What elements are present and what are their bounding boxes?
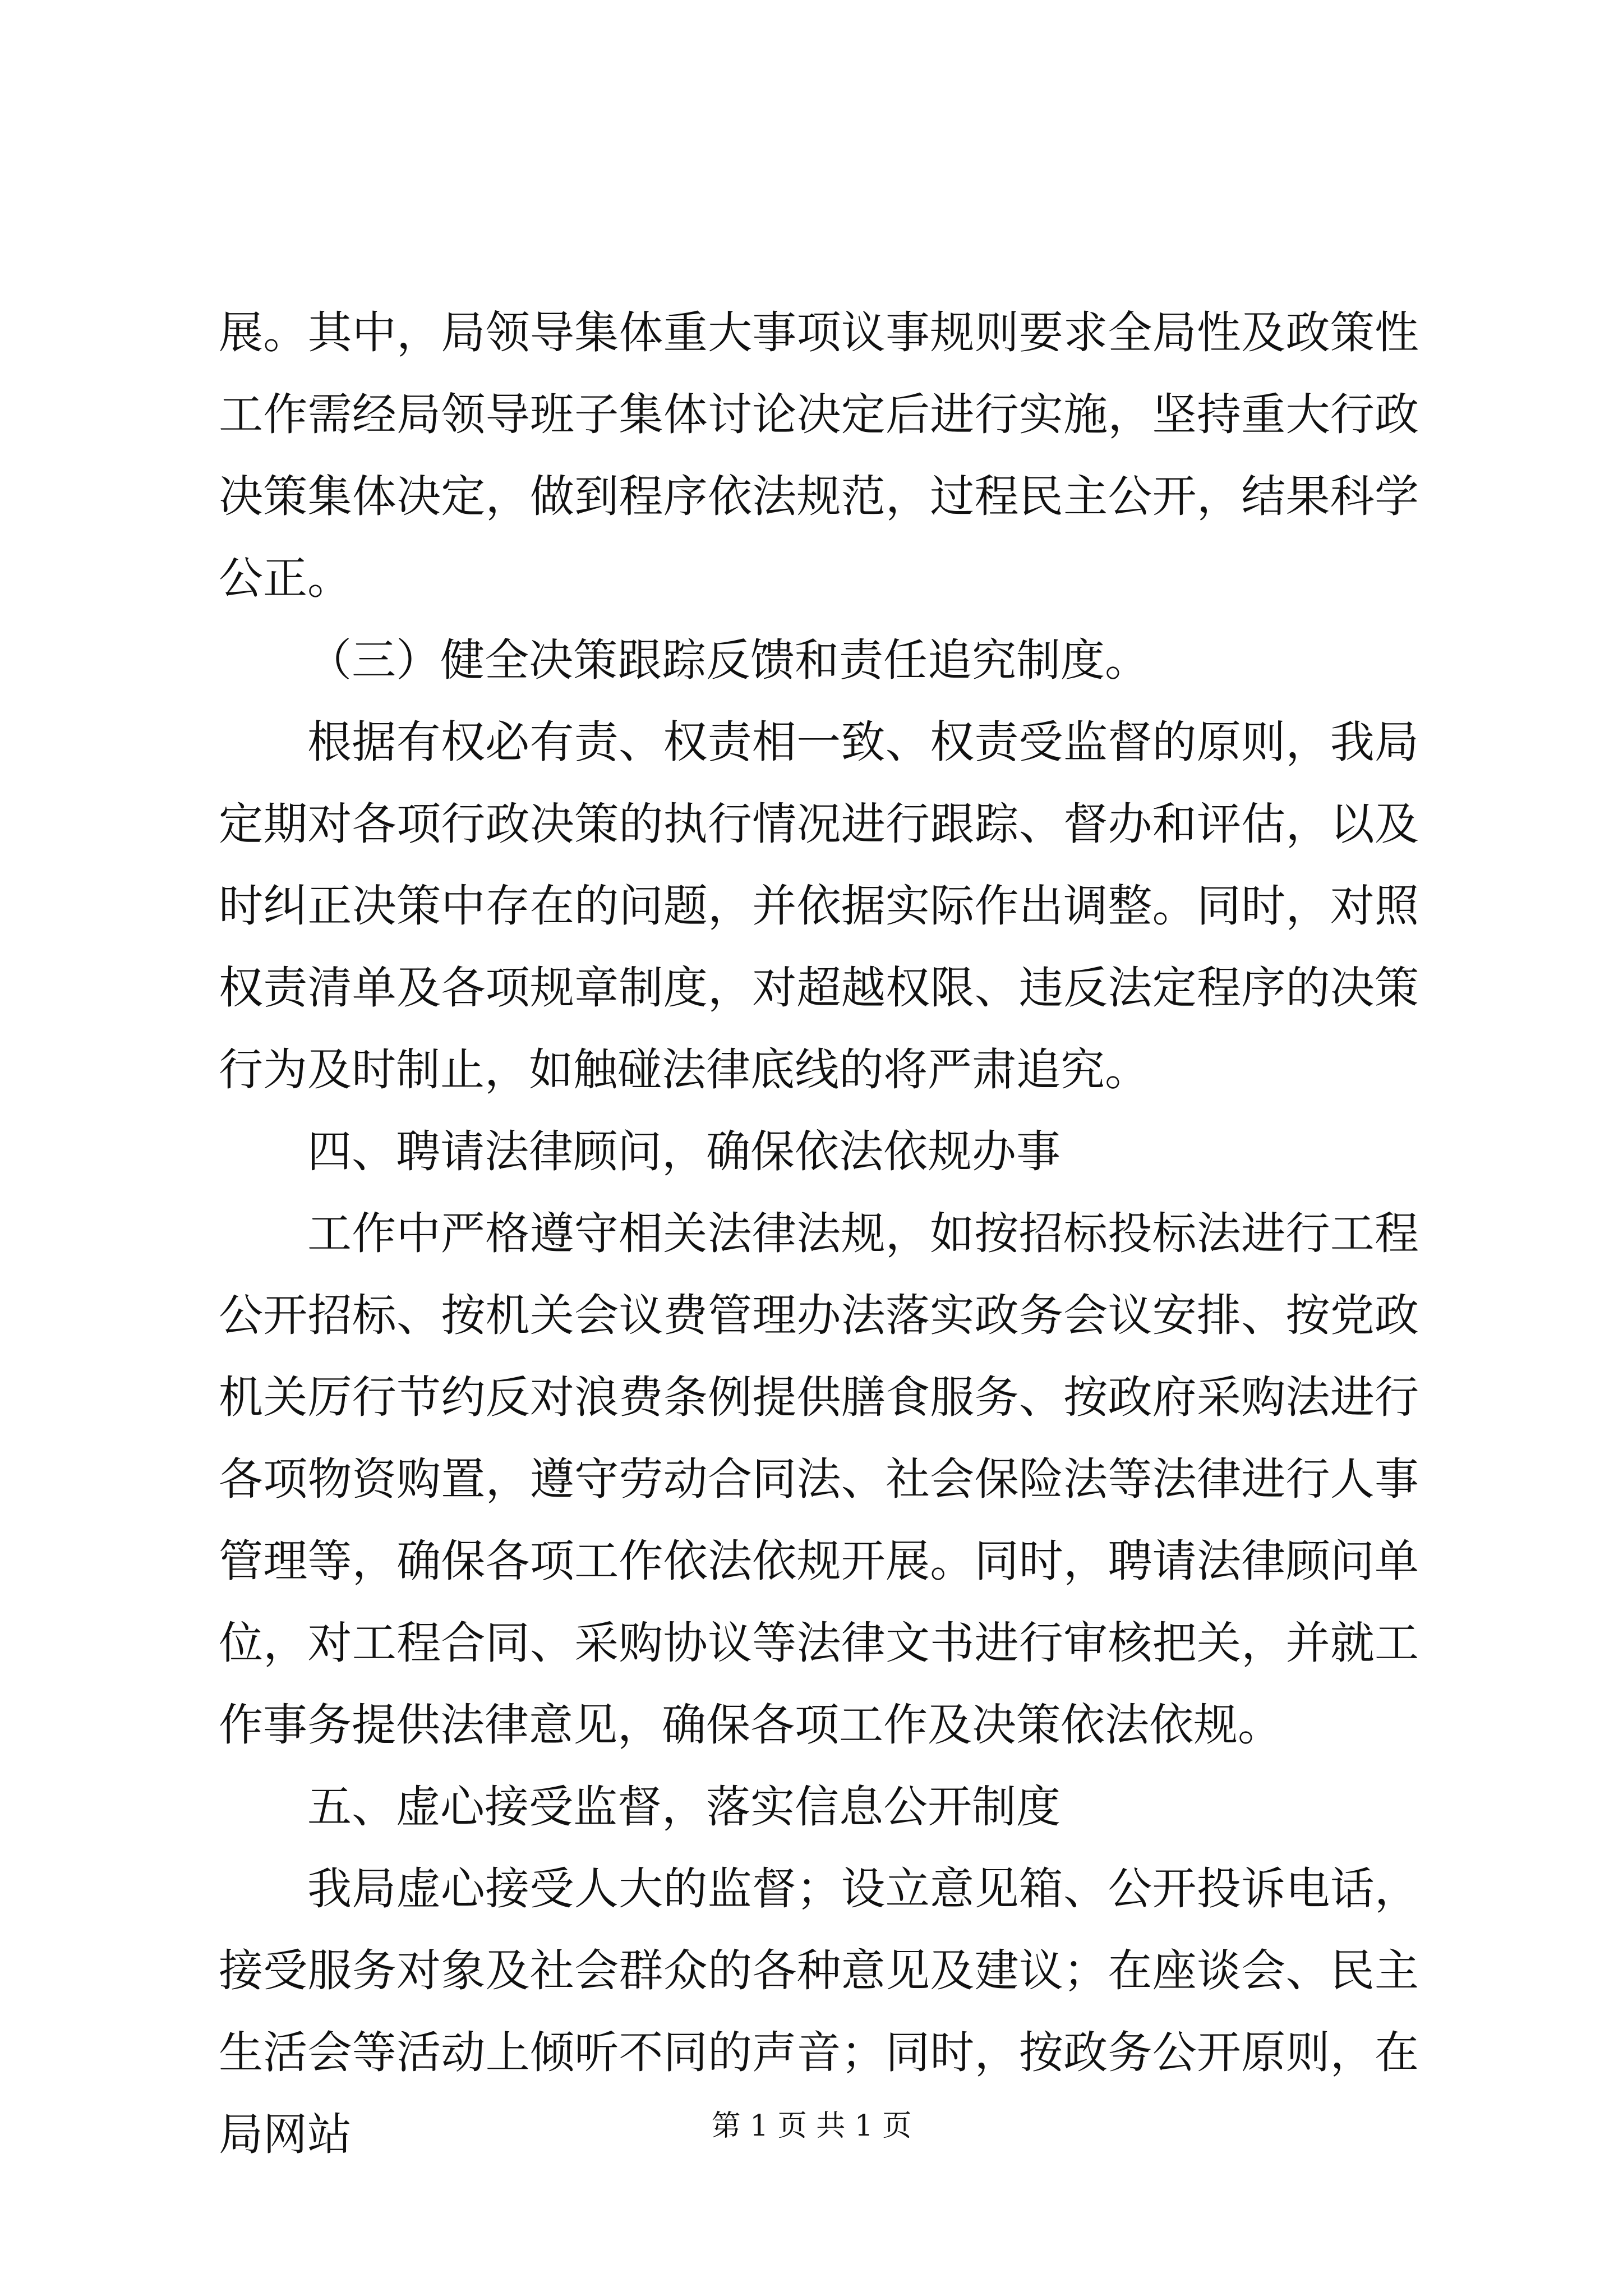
paragraph-decision-tracking: 根据有权必有责、权责相一致、权责受监督的原则，我局定期对各项行政决策的执行情况进行跟踪、督办和评估，以及时纠正决策中存在的问题，并依据实际作出调整。同时，对照权责清单及各项规章制度，对超越权限、违反法定程序的决策行为及时制止，如触碰法律底线的将严肃追究。 xyxy=(219,716,1419,1096)
page-footer xyxy=(0,2104,1623,2148)
paragraph-continuation: 展。其中，局领导集体重大事项议事规则要求全局性及政策性工作需经局领导班子集体讨论决定后进行实施，坚持重大行政决策集体决定，做到程序依法规范，过程民主公开，结果科学公正。 xyxy=(219,307,1419,604)
paragraph-legal-counsel: 工作中严格遵守相关法律法规，如按招标投标法进行工程公开招标、按机关会议费管理办法落实政务会议安排、按党政机关厉行节约反对浪费条例提供膳食服务、按政府采购法进行各项物资购置，遵守劳动合同法、社会保险法等法律进行人事管理等，确保各项工作依法依规开展。同时，聘请法律顾问单位，对工程合同、采购协议等法律文书进行审核把关，并就工作事务提供法律意见，确保各项工作及决策依法依规。 xyxy=(219,1208,1419,1751)
document-body xyxy=(219,292,1419,2175)
paragraph-supervision: 我局虚心接受人大的监督；设立意见箱、公开投诉电话，接受服务对象及社会群众的各种意见及建议；在座谈会、民主生活会等活动上倾听不同的声音；同时，按政务公开原则，在局网站 xyxy=(219,1863,1419,2160)
heading-legal-counsel: 四、聘请法律顾问，确保依法依规办事 xyxy=(307,1126,1061,1177)
heading-supervision: 五、虚心接受监督，落实信息公开制度 xyxy=(307,1781,1061,1833)
subheading-decision-tracking: （三）健全决策跟踪反馈和责任追究制度。 xyxy=(307,634,1149,686)
page-number-label: 第 1 页 共 1 页 xyxy=(711,2109,912,2143)
